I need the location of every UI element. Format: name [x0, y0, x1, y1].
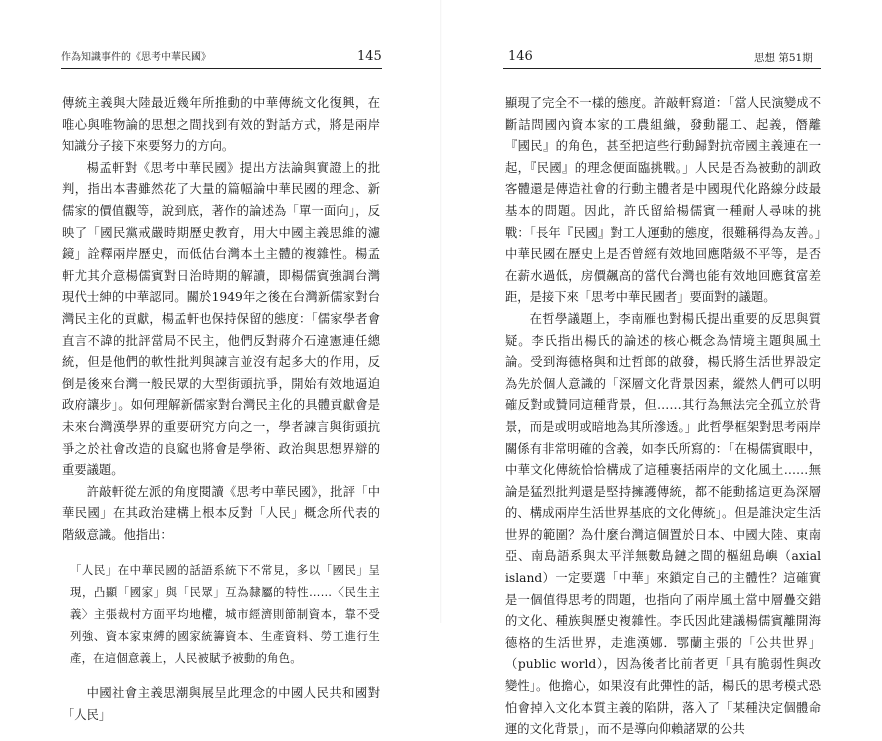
- left-body-text: [62, 93, 380, 727]
- left-page-number: 145: [357, 49, 382, 64]
- left-header-rule: [61, 68, 382, 69]
- right-page: [441, 0, 882, 737]
- paragraph: 楊孟軒對《思考中華民國》提出方法論與實證上的批判，指出本書雖然花了大量的篇幅論中華民國的理念、新儒家的價值觀等，說到底，著作的論述為「單一面向」，反映了「國民黨戒嚴時期歷史教育，用大中國主義思維的濾鏡」詮釋兩岸歷史，而低估台灣本土主體的複雜性。楊孟軒尤其介意楊儒賓對日治時期的解讀，即楊儒賓強調台灣現代士紳的中華認同。關於1949年之後在台灣新儒家對台灣民主化的貢獻，楊孟軒也保持保留的態度：「儒家學者會直言不諱的批評當局不民主，他們反對蔣介石違憲連任總統，但是他們的軟性批判與諫言並沒有起多大的作用，反倒是後來台灣一般民眾的大型街頭抗爭，開始有效地逼迫政府讓步」。如何理解新儒家對台灣民主化的具體貢獻會是未來台灣漢學界的重要研究方向之一，學者諫言與街頭抗爭之於社會改造的良窳也將會是學術、政治與思想界辯的重要議題。: [62, 160, 380, 478]
- paragraph: 許敲軒從左派的角度閱讀《思考中華民國》，批評「中華民國」在其政治建構上根本反對「人民」概念所代表的階級意識。他指出：: [62, 484, 380, 542]
- paragraph: 顯現了完全不一樣的態度。許敲軒寫道：「當人民演變成不斷詰問國內資本家的工農組織，發動罷工、起義，僭離『國民』的角色，甚至把這些行動歸對抗帝國主義連在一起，『民國』的理念便面臨挑戰。」人民是否為被動的訓政客體還是傳造社會的行動主體者是中國現代化路線分歧最基本的問題。因此，許氏留給楊儒賓一種耐人尋味的挑戰：「長年『民國』對工人運動的態度，很難稱得為友善。」中華民國在歷史上是否曾經有效地回應階級不平等，是否在薪水過低，房價飆高的當代台灣也能有效地回應貧富差距，是接下來「思考中華民國者」要面對的議題。: [505, 96, 821, 305]
- right-header-rule: [503, 68, 821, 69]
- paragraph: 中國社會主義思潮與展呈此理念的中國人民共和國對「人民」: [62, 686, 380, 723]
- right-body-text: [505, 93, 821, 741]
- paragraph: 在哲學議題上，李南雁也對楊氏提出重要的反思與質疑。李氏指出楊氏的論述的核心概念為情境主題與風土論。受到海德格與和辻哲郎的啟發，楊氏將生活世界設定為先於個人意識的「深層文化背景因素，縱然人們可以明確反對或贊同這種背景，但……其行為無法完全孤立於背景，而是或明或暗地為其所滲透。」此哲學框架對思考兩岸關係有非常明確的含義，如李氏所寫的：「在楊儒賓眼中，中華文化傳統恰恰構成了這種裹括兩岸的文化風土……無論是猛烈批判還是堅持擁護傳統，都不能動搖這更為深層的、構成兩岸生活世界基底的文化傳統」。但是誰決定生活世界的範圍？為什麼台灣這個置於日本、中國大陸、東南亞、南島語系與太平洋無數島鏈之間的樞紐島嶼（axial island）一定要選「中華」來鎖定自己的主體性？這確實是一個值得思考的問題，也指向了兩岸風土當中層疊交錯的文化、種族與歷史複雜性。李氏因此建議楊儒賓離開海德格的生活世界，走進漢娜．鄂蘭主張的「公共世界」（public world），因為後者比前者更「具有脆弱性與改變性」。他擔心，如果沒有此彈性的話，楊氏的思考模式恐怕會掉入文化本質主義的陷阱，落入了「某種決定個體命運的文化背景」，而不是導向仰賴諸眾的公共: [505, 311, 821, 737]
- block-quote: 「人民」在中華民國的話語系統下不常見，多以「國民」呈現，凸顯「國家」與「民眾」互為隸屬的特性……〈民生主義〉主張裁村方面平均地權，城市經濟則節制資本，靠不受列強、資本家束縛的國家統籌資本、生產資料、勞工進行生產，在這個意義上，人民被賦予被動的角色。: [70, 563, 380, 665]
- paragraph: 傳統主義與大陸最近幾年所推動的中華傳統文化復興，在唯心與唯物論的思想之間找到有效的對話方式，將是兩岸知識分子接下來要努力的方向。: [62, 96, 380, 154]
- left-page: [0, 0, 441, 723]
- right-page-number: 146: [508, 49, 533, 64]
- left-running-title: 作為知識事件的《思考中華民國》: [61, 52, 211, 63]
- right-running-title: 思想 第51期: [754, 52, 813, 64]
